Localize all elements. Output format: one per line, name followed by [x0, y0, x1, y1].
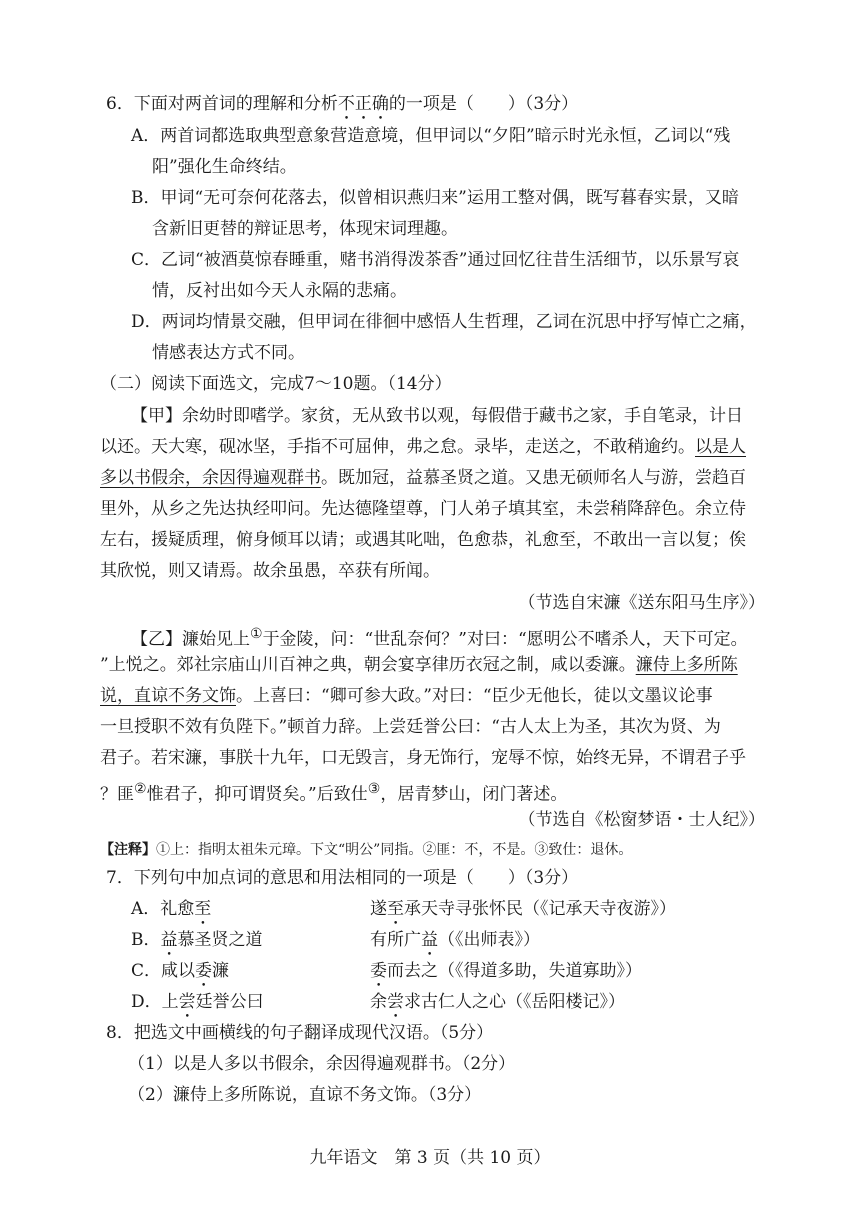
passage-jia-source: （节选自宋濂《送东阳马生序》） — [518, 593, 765, 613]
annotation-note — [100, 840, 632, 860]
footnote-marker-1: ① — [250, 626, 263, 642]
q7-b-right-rest: （《出师表》） — [438, 930, 540, 950]
passage-yi-line-1 — [131, 622, 748, 652]
q7-b-right-text: 有所广 — [370, 930, 421, 950]
q8-subquestion-1: （1）以是人多以书假余，余因得遍观群书。（2分） — [128, 1054, 516, 1074]
q7-option-b-right — [370, 928, 540, 960]
q7-option-a-left — [131, 897, 211, 929]
q7-d-left-text: D．上 — [131, 992, 179, 1012]
passage-yi-source: （节选自《松窗梦语・士人纪》） — [518, 810, 765, 830]
passage-jia-line-1: 【甲】余幼时即嗜学。家贫，无从致书以观，每假借于藏书之家，手自笔录，计日 — [131, 406, 743, 426]
q6-stem-emphasis: 不正确 — [337, 94, 389, 114]
passage-jia-line-5: 左右，援疑质理，俯身倾耳以请；或遇其叱咄，色愈恭，礼愈至，不敢出一言以复；俟 — [100, 530, 746, 550]
passage-yi-line-3 — [100, 684, 713, 708]
q7-a-right-text: 遂 — [370, 899, 387, 919]
passage-yi-line-1-start: 【乙】濂始见上 — [131, 629, 250, 650]
footnote-marker-3: ③ — [367, 781, 381, 797]
footnote-marker-2: ② — [134, 781, 147, 797]
q7-b-left-dotted: 益 — [160, 930, 178, 950]
q7-b-left-text: B． — [131, 930, 161, 950]
q7-a-left-text: A．礼愈 — [131, 899, 195, 919]
q7-d-left-dotted: 尝 — [178, 992, 196, 1012]
q6-option-b-line1: B．甲词“无可奈何花落去，似曾相识燕归来”运用工整对偶，既写暮春实景，又暗 — [131, 188, 739, 208]
q6-option-c-line2: 情，反衬出如今天人永隔的悲痛。 — [152, 281, 407, 301]
q7-c-left-text: C．咸以 — [131, 961, 196, 981]
q8-subquestion-2: （2）濂侍上多所陈说，直谅不务文饰。（3分） — [128, 1085, 482, 1105]
passage-jia-line-4: 里外，从乡之先达执经叩问。先达德隆望尊，门人弟子填其室，未尝稍降辞色。余立侍 — [100, 499, 746, 519]
q6-option-a-line1: A．两首词都选取典型意象营造意境，但甲词以“夕阳”暗示时光永恒，乙词以“残 — [131, 126, 731, 146]
q6-stem — [106, 92, 578, 124]
underlined-sentence-1-part-2: 多以书假余，余因得遍观群书 — [100, 468, 321, 488]
passage-yi-line-6-middle: 惟君子，抑可谓贤矣。”后致仕 — [146, 784, 368, 805]
q6-stem-suffix: 的一项是（ ）（3分） — [388, 94, 579, 114]
q7-d-right-dotted: 尝 — [387, 992, 404, 1012]
q7-d-right-rest: 求古仁人之心（《岳阳楼记》） — [404, 992, 625, 1012]
q6-option-d-line1: D．两词均情景交融，但甲词在徘徊中感悟人生哲理，乙词在沉思中抒写悼亡之痛， — [131, 312, 757, 332]
q7-c-left-dotted: 委 — [195, 961, 213, 981]
q7-stem: 7．下列句中加点词的意思和用法相同的一项是（ ）（3分） — [106, 868, 579, 888]
passage-jia-line-3-text: 。既加冠，益慕圣贤之道。又患无硕师名人与游，尝趋百 — [321, 468, 746, 488]
q7-option-d-left — [131, 990, 264, 1022]
q7-option-c-right — [370, 959, 642, 991]
underlined-sentence-2-part-1: 濂侍上多所陈 — [635, 655, 738, 675]
annotation-text: ①上：指明太祖朱元璋。下文“明公”同指。②匪：不，不是。③致仕：退休。 — [156, 842, 633, 858]
annotation-label: 【注释】 — [100, 842, 156, 858]
passage-yi-line-3-text: 。上喜曰：“卿可参大政。”对曰：“臣少无他长，徒以文墨议论事 — [236, 686, 713, 706]
underlined-sentence-1-part-1: 以是人 — [695, 437, 746, 457]
passage-jia-line-6: 其欣悦，则又请焉。故余虽愚，卒获有所闻。 — [100, 561, 440, 581]
q6-option-b-line2: 含新旧更替的辩证思考，体现宋词理趣。 — [152, 219, 458, 239]
q7-option-a-right — [370, 897, 676, 929]
q7-b-left-rest: 慕圣贤之道 — [177, 930, 263, 950]
q7-b-right-dotted: 益 — [421, 930, 438, 950]
passage-jia-line-3 — [100, 466, 746, 490]
q7-d-right-text: 余 — [370, 992, 387, 1012]
q7-a-right-dotted: 至 — [387, 899, 404, 919]
q6-stem-text: 6．下面对两首词的理解和分析 — [106, 94, 338, 114]
underlined-sentence-2-part-2: 说，直谅不务文饰 — [100, 686, 236, 706]
passage-yi-line-6-end: ，居青梦山，闭门著述。 — [380, 784, 568, 805]
passage-yi-line-5: 君子。若宋濂，事朕十九年，口无毁言，身无饰行，宠辱不惊，始终无异，不谓君子乎 — [100, 748, 746, 768]
passage-yi-line-6 — [100, 777, 567, 807]
passage-yi-line-6-start: ？匪 — [100, 784, 134, 805]
q7-option-d-right — [370, 990, 625, 1022]
q7-d-left-rest: 廷誉公曰 — [195, 992, 264, 1012]
passage-jia-line-2-text: 以还。天大寒，砚冰坚，手指不可屈伸，弗之怠。录毕，走送之，不敢稍逾约。 — [100, 437, 695, 457]
q7-option-c-left — [131, 959, 229, 991]
q7-c-right-dotted: 委 — [370, 961, 387, 981]
passage-yi-line-4: 一旦授职不效有负陛下。”顿首力辞。上尝廷誉公曰：“古人太上为圣，其次为贤、为 — [100, 717, 721, 737]
q7-c-right-rest: 而去之（《得道多助，失道寡助》） — [387, 961, 642, 981]
page-footer: 九年语文 第 3 页（共 10 页） — [309, 1148, 551, 1168]
q7-a-right-rest: 承天寺寻张怀民（《记承天寺夜游》） — [404, 899, 676, 919]
section-2-heading: （二）阅读下面选文，完成7～10题。（14分） — [100, 374, 452, 394]
q6-option-a-line2: 阳”强化生命终结。 — [152, 157, 297, 177]
passage-yi-line-2 — [100, 653, 738, 677]
passage-yi-line-2-text: ”上悦之。郊社宗庙山川百神之典，朝会宴享律历衣冠之制，咸以委濂。 — [100, 655, 636, 675]
q7-c-left-rest: 濂 — [212, 961, 230, 981]
passage-jia-line-2 — [100, 435, 746, 459]
q6-option-c-line1: C．乙词“被酒莫惊春睡重，赌书消得泼茶香”通过回忆往昔生活细节，以乐景写哀 — [131, 250, 740, 270]
passage-yi-line-1-end: 于金陵，问：“世乱奈何？”对曰：“愿明公不嗜杀人，天下可定。 — [262, 629, 748, 650]
q7-a-left-dotted: 至 — [194, 899, 212, 919]
q6-option-d-line2: 情感表达方式不同。 — [152, 343, 305, 363]
q8-stem: 8．把选文中画横线的句子翻译成现代汉语。（5分） — [106, 1023, 494, 1043]
q7-option-b-left — [131, 928, 263, 960]
